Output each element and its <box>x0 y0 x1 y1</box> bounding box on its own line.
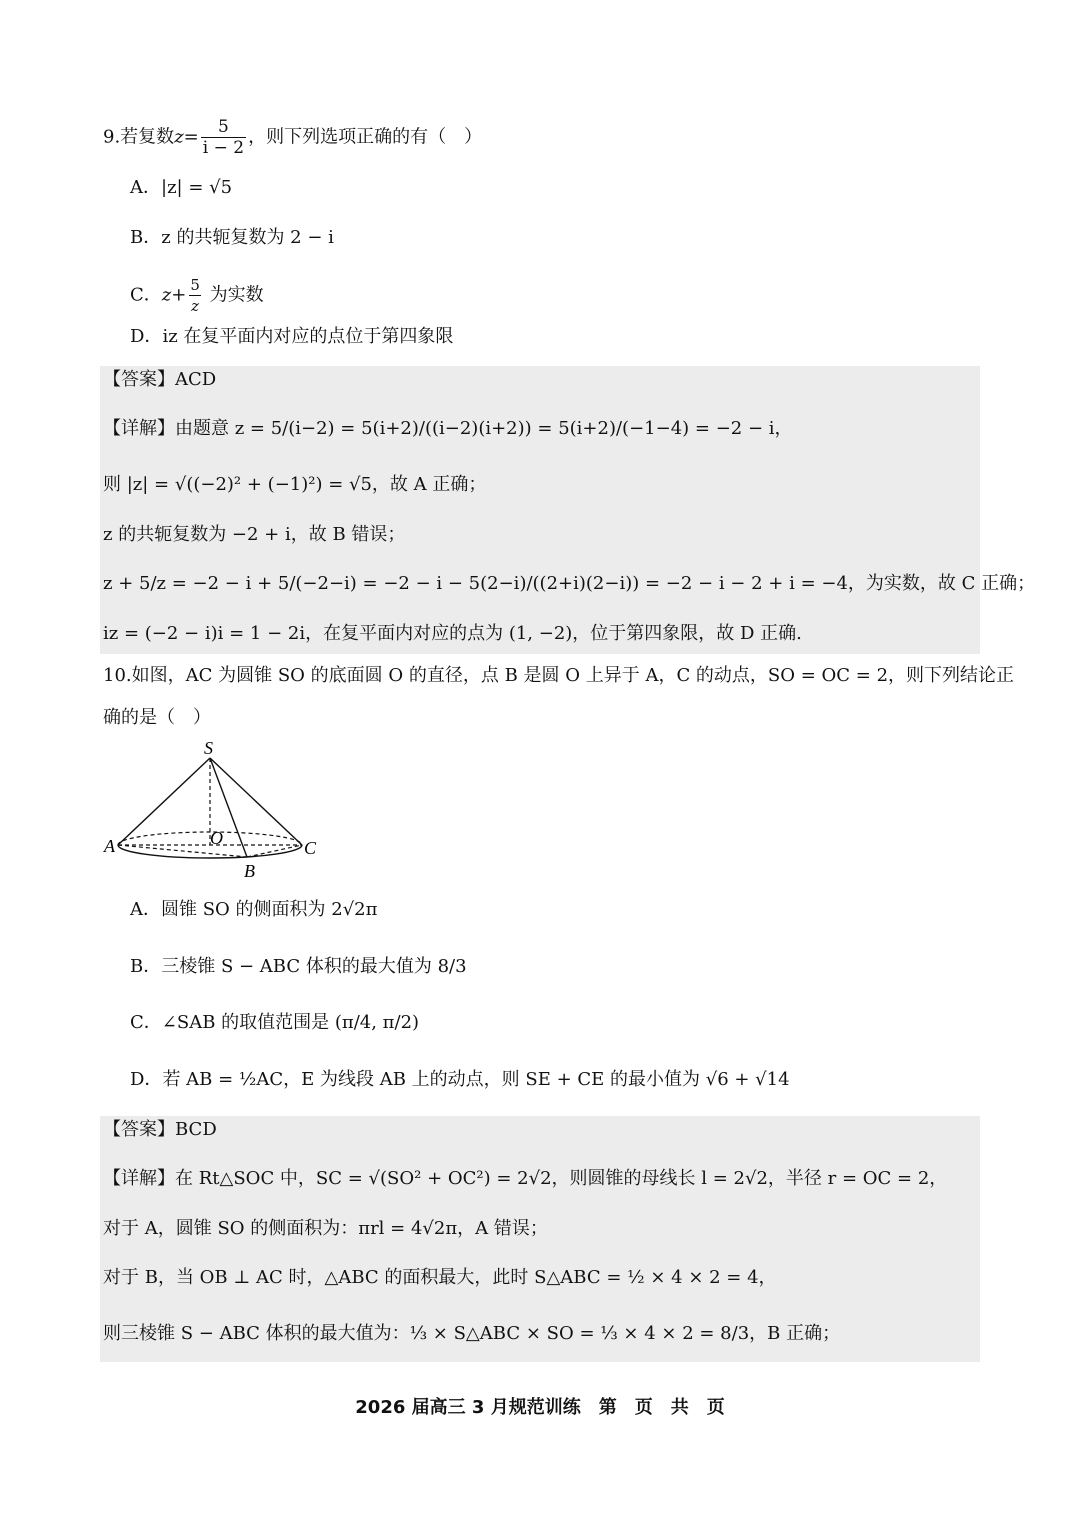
detail-text: iz = (−2 − i)i = 1 − 2i，在复平面内对应的点为 (1, −2)，位于第四象限，故 D 正确. <box>103 623 802 644</box>
option-label: D． <box>130 326 163 347</box>
option-text: |z| = √5 <box>161 177 233 198</box>
option-label: B． <box>130 956 162 977</box>
q9-stem <box>103 117 482 158</box>
option-frac-num: 5 <box>190 276 200 294</box>
q10-stem-text: 确的是（ ） <box>103 707 211 728</box>
q9-frac-num: 5 <box>218 117 229 137</box>
option-text: z 的共轭复数为 2 − i <box>161 227 334 248</box>
q10-stem-text: 10.如图，AC 为圆锥 SO 的底面圆 O 的直径，点 B 是圆 O 上异于 A，C 的动点，SO = OC = 2，则下列结论正 <box>103 665 1015 686</box>
q10-option-c <box>130 1011 419 1035</box>
answer-value: ACD <box>175 369 217 390</box>
q9-z: z= <box>174 126 199 148</box>
q9-detail-4 <box>103 572 1035 596</box>
q10-option-b <box>130 955 467 979</box>
label-a: A <box>104 836 115 856</box>
q10-stem-1 <box>103 664 1014 688</box>
q9-solution-block <box>100 366 980 654</box>
detail-text: 则三棱锥 S − ABC 体积的最大值为：⅓ × S△ABC × SO = ⅓ × 4 × 2 = 8/3，B 正确； <box>103 1323 841 1344</box>
q10-option-d <box>130 1068 790 1092</box>
detail-tag: 【详解】 <box>103 418 175 439</box>
q10-detail-2 <box>103 1217 548 1241</box>
option-label: A． <box>130 899 161 920</box>
q9-prefix: 9.若复数 <box>103 126 175 148</box>
detail-text: z 的共轭复数为 −2 + i，故 B 错误； <box>103 524 406 545</box>
q10-detail-4 <box>103 1322 840 1346</box>
option-label: B． <box>130 227 162 248</box>
detail-text: 由题意 z = 5/(i−2) = 5(i+2)/((i−2)(i+2)) = 5(i+2)/(−1−4) = −2 − i， <box>175 418 793 439</box>
option-text: 若 AB = ½AC，E 为线段 AB 上的动点，则 SE + CE 的最小值为 √6 + √14 <box>162 1069 790 1090</box>
q9-option-b <box>130 226 334 250</box>
option-label: D． <box>130 1069 163 1090</box>
option-text: 三棱锥 S − ABC 体积的最大值为 8/3 <box>161 956 467 977</box>
q10-answer <box>103 1118 217 1142</box>
label-o: O <box>210 828 223 848</box>
detail-text: 则 |z| = √((−2)² + (−1)²) = √5，故 A 正确； <box>103 474 487 495</box>
option-text: iz 在复平面内对应的点位于第四象限 <box>162 326 454 347</box>
label-c: C <box>304 838 317 858</box>
detail-text: 在 Rt△SOC 中，SC = √(SO² + OC²) = 2√2，则圆锥的母线长 l = 2√2，半径 r = OC = 2， <box>175 1168 948 1189</box>
q9-option-c <box>130 275 264 316</box>
cone-figure <box>100 738 330 883</box>
q9-option-a <box>130 176 232 200</box>
detail-text: z + 5/z = −2 − i + 5/(−2−i) = −2 − i − 5(2−i)/((2+i)(2−i)) = −2 − i − 2 + i = −4，为实数，故 C 正确； <box>103 573 1036 594</box>
q9-detail-2 <box>103 473 486 497</box>
q9-detail-5 <box>103 622 802 646</box>
answer-tag: 【答案】 <box>103 369 175 390</box>
q10-detail-3 <box>103 1266 777 1290</box>
detail-text: 对于 B，当 OB ⊥ AC 时，△ABC 的面积最大，此时 S△ABC = ½ × 4 × 2 = 4， <box>103 1267 777 1288</box>
option-label: C． <box>130 284 162 306</box>
option-label: C． <box>130 1012 162 1033</box>
option-text: 圆锥 SO 的侧面积为 2√2π <box>161 899 378 920</box>
q9-frac-den: i − 2 <box>202 138 245 158</box>
option-text: ∠SAB 的取值范围是 (π/4, π/2) <box>161 1012 420 1033</box>
label-b: B <box>244 861 255 881</box>
q9-tail: ，则下列选项正确的有（ ） <box>248 126 483 148</box>
page-footer: 2026 届高三 3 月规范训练 第 页 共 页 <box>355 1397 725 1418</box>
option-frac-den: z <box>191 297 200 315</box>
q9-fraction <box>201 117 246 158</box>
q9-detail-3 <box>103 523 405 547</box>
edge-ab <box>118 845 247 857</box>
detail-text: 对于 A，圆锥 SO 的侧面积为：πrl = 4√2π，A 错误； <box>103 1218 548 1239</box>
label-s: S <box>204 738 213 758</box>
q10-stem-2 <box>103 706 211 730</box>
q10-option-a <box>130 898 377 922</box>
q9-option-d <box>130 325 453 349</box>
option-fraction <box>188 275 202 316</box>
q10-detail-1 <box>103 1167 947 1191</box>
answer-tag: 【答案】 <box>103 1119 175 1140</box>
q9-detail-1 <box>103 417 793 441</box>
answer-value: BCD <box>175 1119 217 1140</box>
option-post: 为实数 <box>203 284 264 306</box>
option-pre: z+ <box>161 284 187 306</box>
option-label: A． <box>130 177 161 198</box>
q9-answer <box>103 368 216 392</box>
detail-tag: 【详解】 <box>103 1168 175 1189</box>
